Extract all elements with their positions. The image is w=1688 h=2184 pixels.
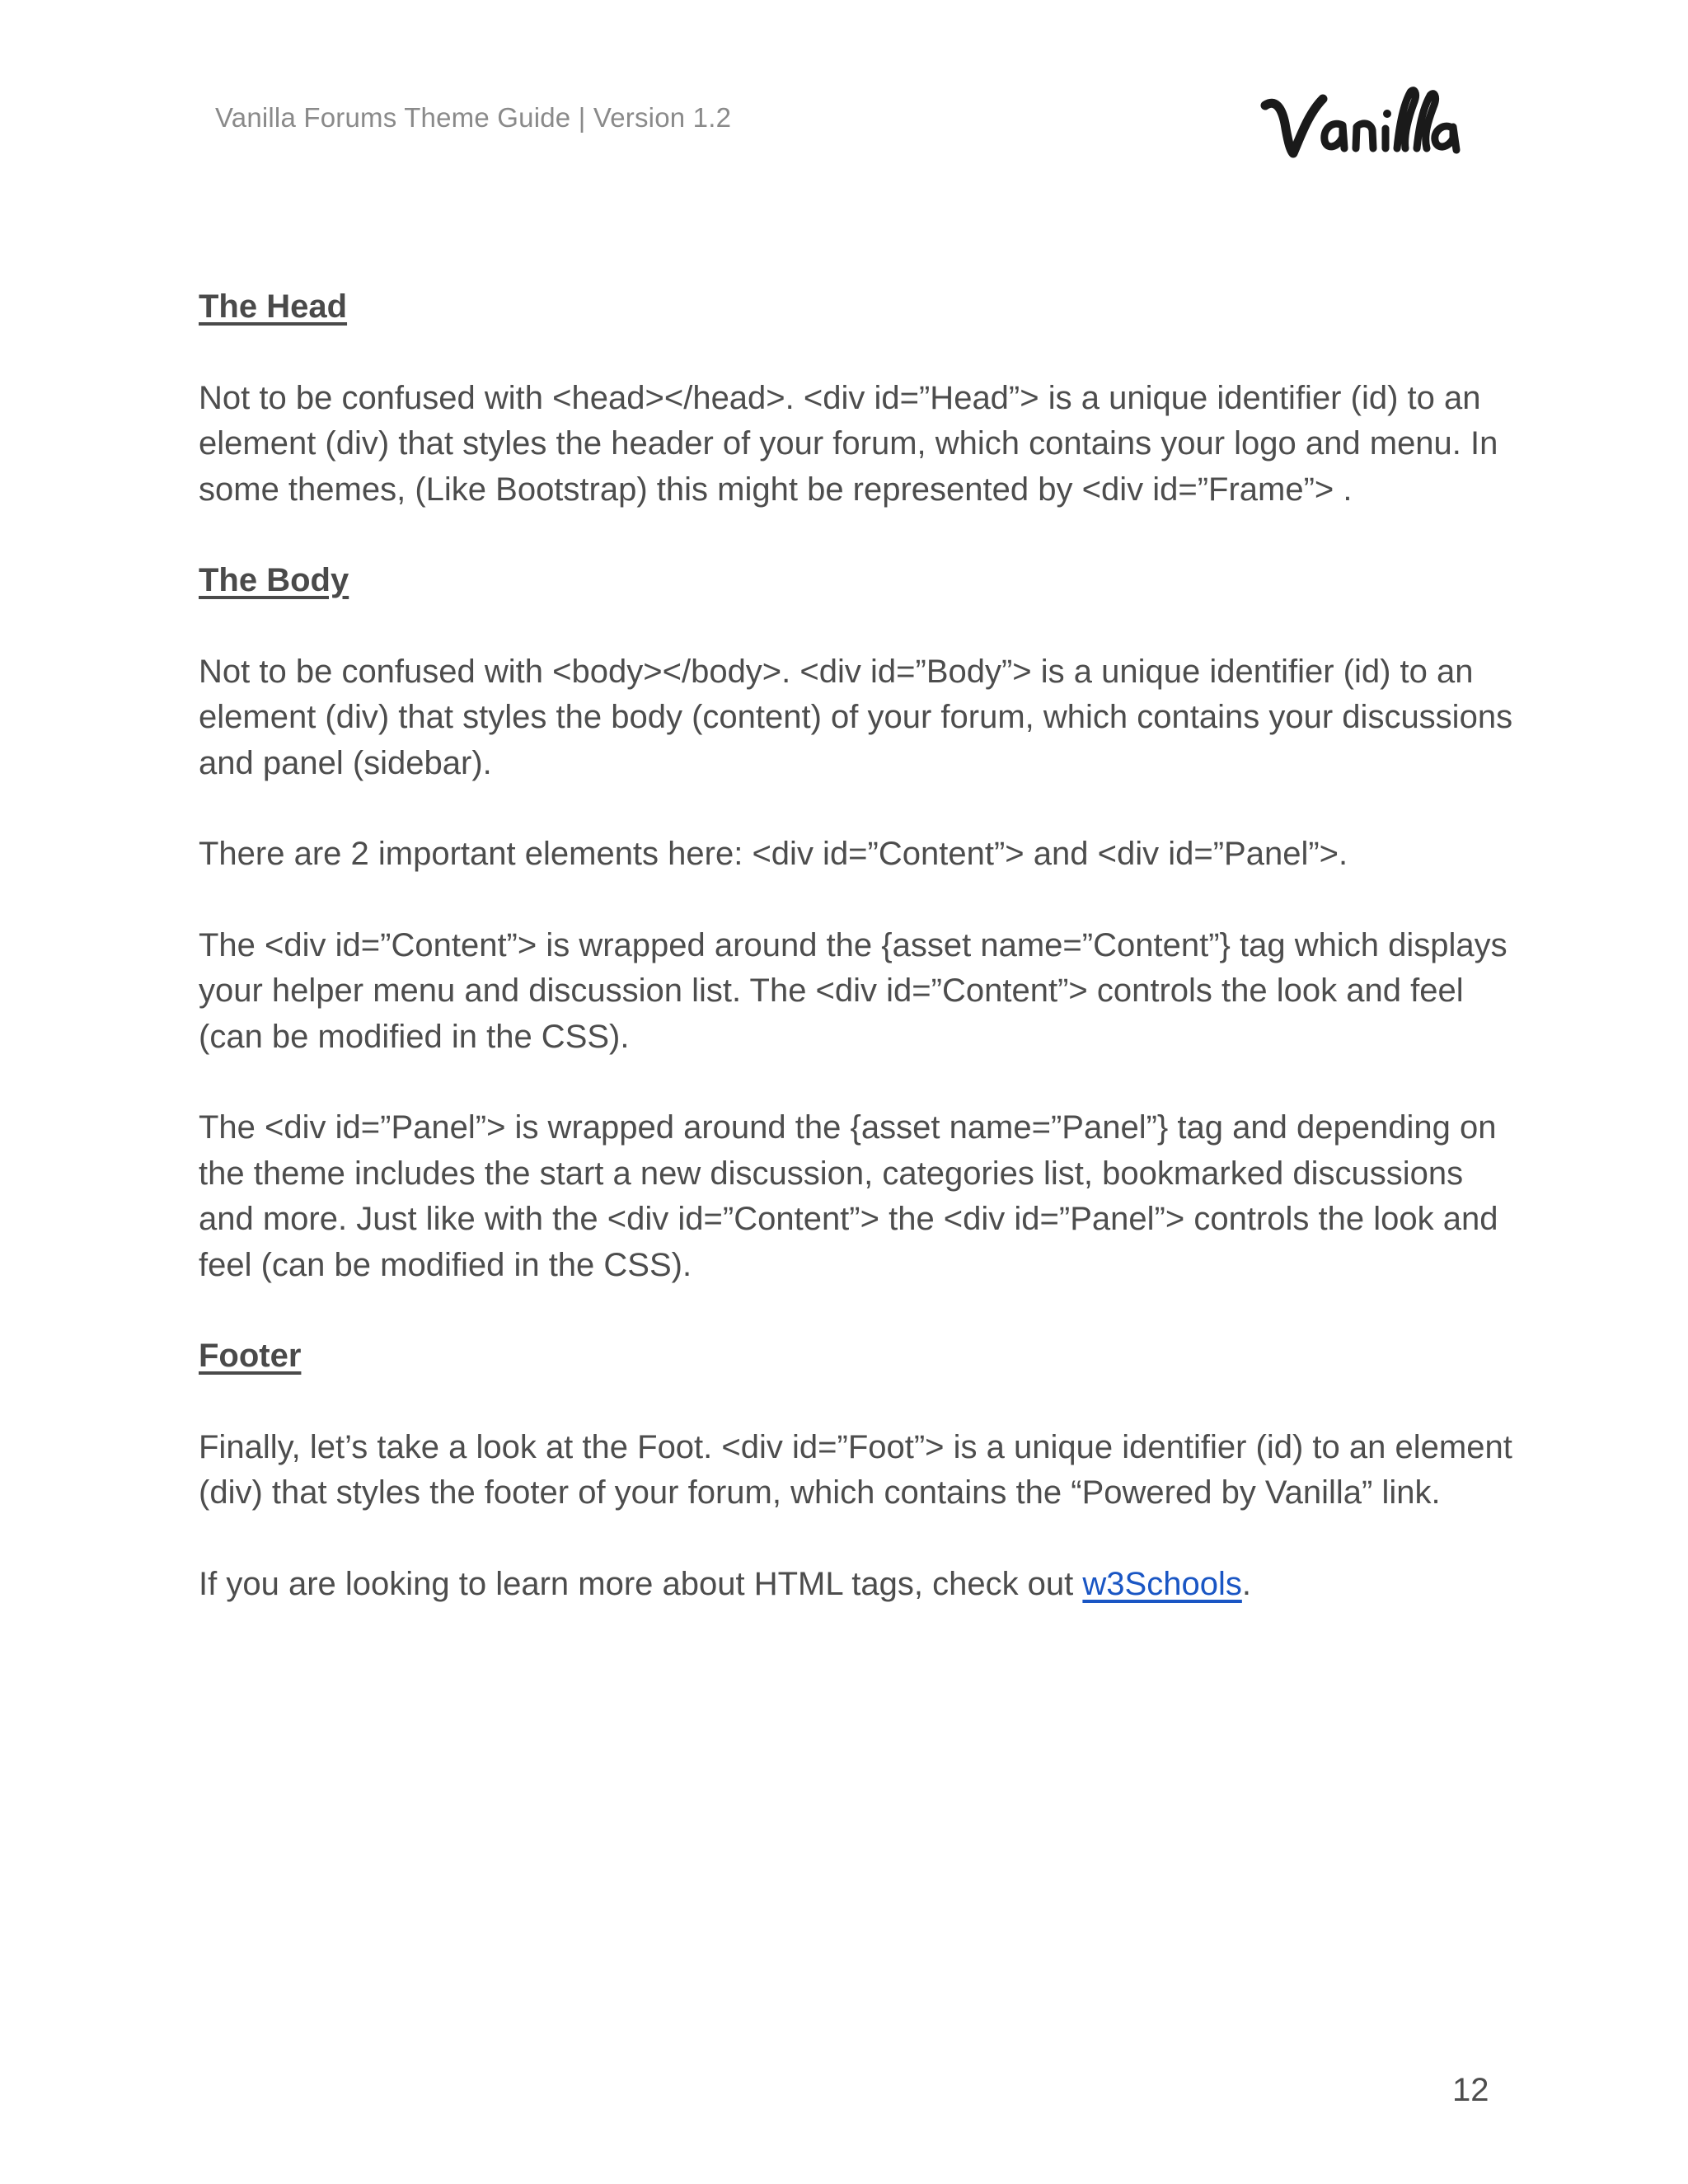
paragraph-content-description: The <div id=”Content”> is wrapped around the {asset name=”Content”} tag which displays your helper menu and discussion list. The <div id=”Content”> controls the look and feel (can be modified in the CSS). [199,926,1507,1055]
paragraph-important-elements: There are 2 important elements here: <div id=”Content”> and <div id=”Panel”>. [199,836,1348,872]
paragraph-learn-more [199,1562,1517,1608]
learn-more-prefix: If you are looking to learn more about HTML tags, check out [199,1565,1083,1602]
vanilla-logo-icon [1257,74,1463,169]
paragraph-head-description: Not to be confused with <head></head>. <div id=”Head”> is a unique identifier (id) to an element (div) that styles the header of your forum, which contains your logo and menu. In some themes, (Like Bootstrap) this might be represented by <div id=”Frame”> . [199,379,1498,508]
page-number: 12 [1452,2072,1489,2108]
paragraph-panel-description: The <div id=”Panel”> is wrapped around the {asset name=”Panel”} tag and depending on the theme includes the start a new discussion, categories list, bookmarked discussions and more. Just like with the <div id=”Content”> the <div id=”Panel”> controls the look and feel (can be modified in the CSS). [199,1109,1498,1283]
section-heading-the-body: The Body [199,562,349,598]
document-body [199,284,1517,1652]
w3schools-link[interactable]: w3Schools [1082,1565,1242,1602]
learn-more-suffix: . [1241,1565,1251,1602]
document-header-title: Vanilla Forums Theme Guide | Version 1.2 [215,102,732,133]
section-heading-footer: Footer [199,1338,302,1374]
paragraph-body-description: Not to be confused with <body></body>. <div id=”Body”> is a unique identifier (id) to an element (div) that styles the body (content) of your forum, which contains your discussions and panel (sidebar). [199,653,1513,781]
section-heading-the-head: The Head [199,288,348,325]
paragraph-footer-description: Finally, let’s take a look at the Foot. <div id=”Foot”> is a unique identifier (id) to an element (div) that styles the footer of your forum, which contains the “Powered by Vanilla” link. [199,1428,1512,1511]
